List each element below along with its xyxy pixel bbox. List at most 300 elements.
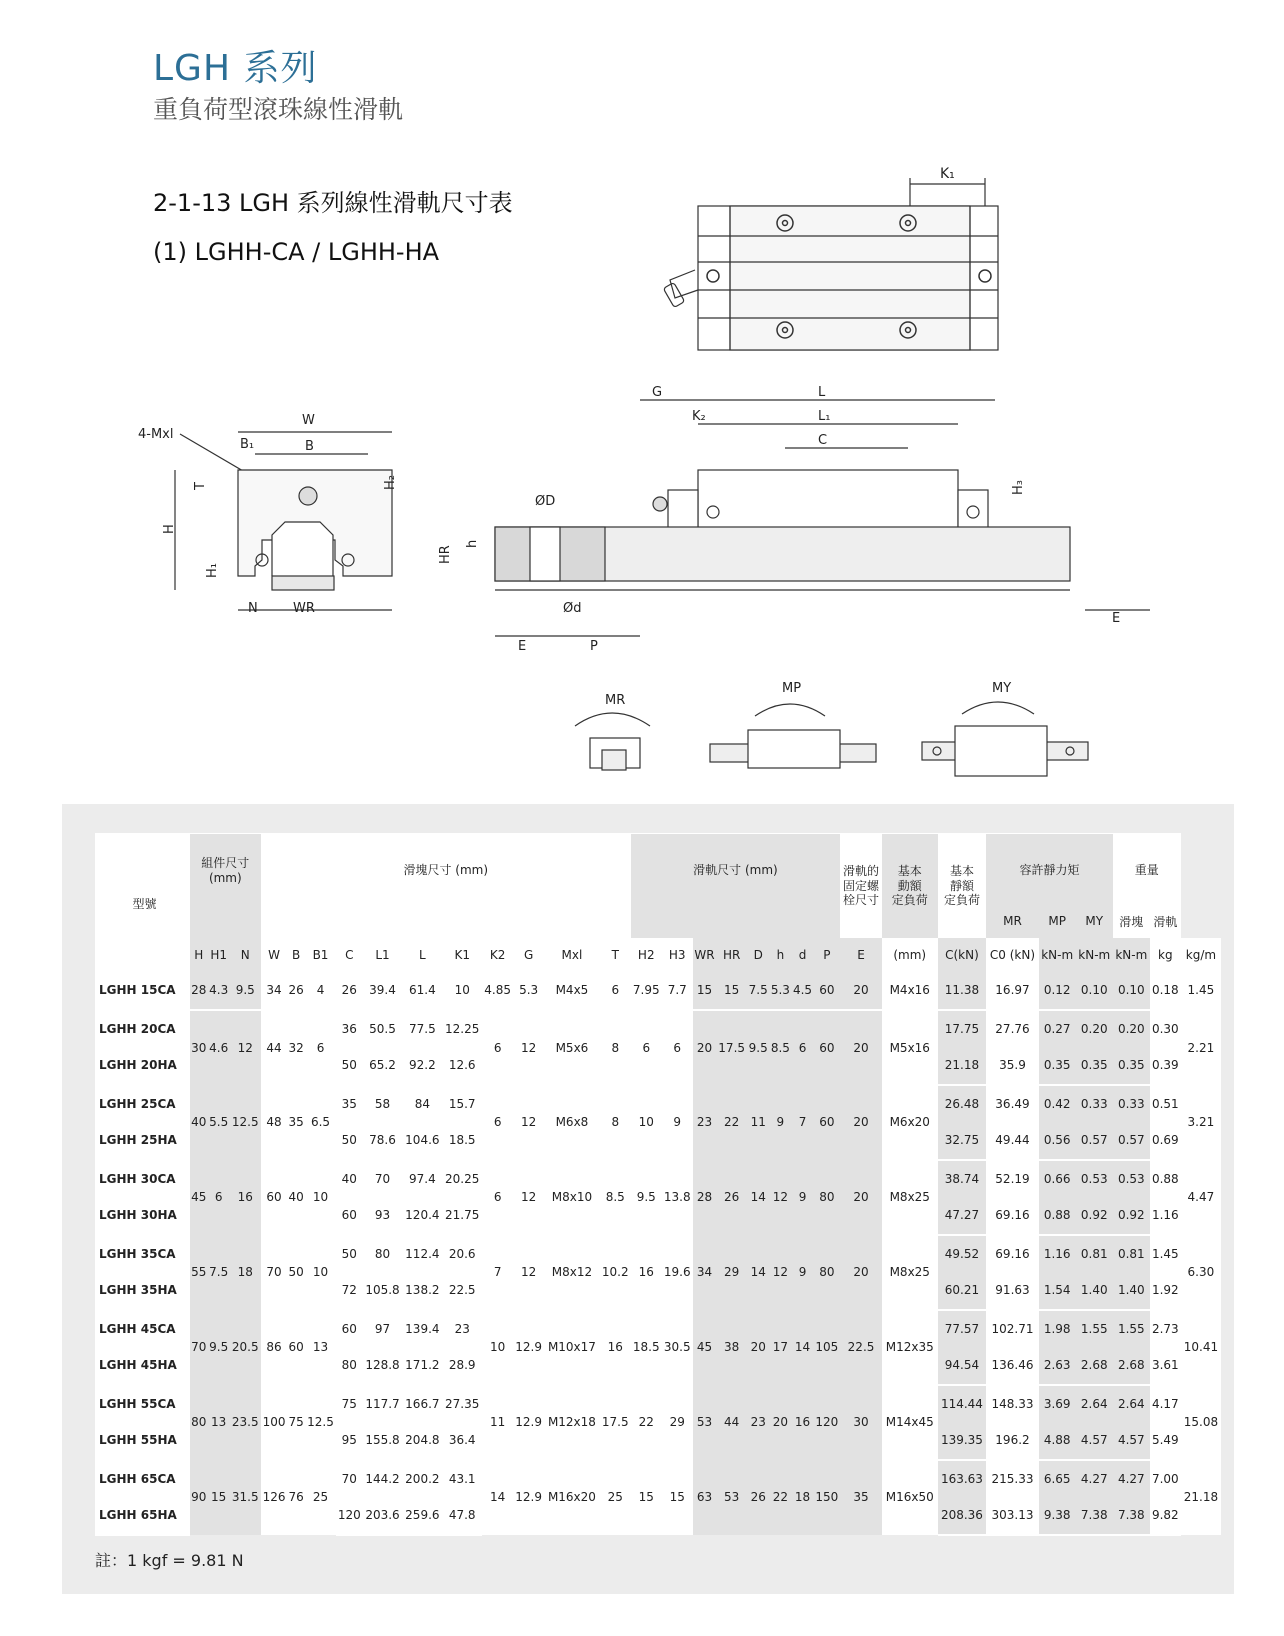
table-cell: M16x20	[544, 1460, 600, 1535]
table-cell: 80	[336, 1347, 363, 1385]
table-cell: 0.92	[1076, 1197, 1113, 1235]
table-cell: 102.71	[986, 1310, 1038, 1348]
table-cell: 18.5	[442, 1122, 482, 1160]
table-cell: 303.13	[986, 1497, 1038, 1535]
table-cell: 84	[402, 1085, 442, 1123]
spec-table	[95, 833, 1221, 1536]
table-cell: 23.5	[230, 1385, 261, 1460]
table-cell: 3.21	[1181, 1085, 1221, 1160]
table-cell: 25	[305, 1460, 336, 1535]
label-k2: K₂	[692, 409, 706, 424]
table-cell: 15.08	[1181, 1385, 1221, 1460]
table-cell: 1.55	[1113, 1310, 1150, 1348]
table-cell: 148.33	[986, 1385, 1038, 1423]
col-header: K1	[442, 938, 482, 972]
table-cell: 166.7	[402, 1385, 442, 1423]
table-cell: 60	[814, 1085, 841, 1160]
table-cell: 12.25	[442, 1010, 482, 1048]
table-cell: 11	[482, 1385, 513, 1460]
table-cell: 2.63	[1039, 1347, 1076, 1385]
table-cell: 28	[190, 972, 208, 1010]
table-cell: 32.75	[938, 1122, 987, 1160]
technical-drawings	[0, 0, 1284, 790]
table-cell: 58	[363, 1085, 403, 1123]
col-header: P	[814, 938, 841, 972]
label-h1: H₁	[205, 563, 220, 578]
table-cell: 171.2	[402, 1347, 442, 1385]
table-cell: 20	[840, 1085, 882, 1160]
table-cell: 10	[442, 972, 482, 1010]
table-cell: 2.21	[1181, 1010, 1221, 1085]
table-cell: 60.21	[938, 1272, 987, 1310]
table-cell: 43.1	[442, 1460, 482, 1498]
col-header: D	[747, 938, 769, 972]
table-cell: 105	[814, 1310, 841, 1385]
table-cell: 204.8	[402, 1422, 442, 1460]
table-cell: 20	[769, 1385, 791, 1460]
table-cell: 15	[716, 972, 747, 1010]
table-cell: 29	[716, 1235, 747, 1310]
table-cell: 0.10	[1076, 972, 1113, 1010]
table-cell: 6	[600, 972, 631, 1010]
table-cell: 13	[208, 1385, 230, 1460]
label-k1: K₁	[940, 166, 955, 182]
table-cell: 86	[261, 1310, 288, 1385]
table-cell: 95	[336, 1422, 363, 1460]
table-cell: 12	[513, 1085, 544, 1160]
table-cell: 20.5	[230, 1310, 261, 1385]
col-header: WR	[693, 938, 716, 972]
table-cell: 4.27	[1113, 1460, 1150, 1498]
col-header: H2	[631, 938, 662, 972]
table-cell: 44	[716, 1385, 747, 1460]
table-cell: 80	[190, 1385, 208, 1460]
label-g: G	[652, 385, 663, 400]
section-title: 2-1-13 LGH 系列線性滑軌尺寸表	[153, 189, 513, 217]
table-cell: M12x18	[544, 1385, 600, 1460]
table-cell: 20.25	[442, 1160, 482, 1198]
label-wr: WR	[293, 601, 315, 616]
table-row	[95, 1010, 1221, 1048]
table-cell: 12.9	[513, 1385, 544, 1460]
table-cell: 7.5	[747, 972, 769, 1010]
table-cell: 34	[261, 972, 288, 1010]
column-header-row	[95, 938, 1221, 972]
table-cell: 8	[600, 1085, 631, 1160]
table-cell: 10.41	[1181, 1310, 1221, 1385]
table-cell: 32	[287, 1010, 305, 1085]
table-cell: 0.57	[1113, 1122, 1150, 1160]
table-cell: 138.2	[402, 1272, 442, 1310]
label-h3: H₃	[1011, 480, 1026, 495]
model-cell: LGHH 15CA	[95, 972, 190, 1010]
table-cell: M14x45	[882, 1385, 938, 1460]
sub-rail-weight: 滑軌	[1153, 914, 1178, 929]
table-cell: 12.5	[305, 1385, 336, 1460]
sub-block-weight: 滑塊	[1119, 914, 1144, 929]
label-h-small: h	[465, 539, 480, 548]
model-cell: LGHH 65HA	[95, 1497, 190, 1535]
table-cell: 1.55	[1076, 1310, 1113, 1348]
table-cell: M6x20	[882, 1085, 938, 1160]
table-cell: 70	[261, 1235, 288, 1310]
table-cell: 100	[261, 1385, 288, 1460]
model-cell: LGHH 25HA	[95, 1122, 190, 1160]
table-cell: 126	[261, 1460, 288, 1535]
table-cell: 120.4	[402, 1197, 442, 1235]
table-cell: 12	[769, 1235, 791, 1310]
model-cell: LGHH 30CA	[95, 1160, 190, 1198]
table-cell: 25	[600, 1460, 631, 1535]
col-header: kN-m	[1113, 938, 1150, 972]
table-cell: 22.5	[840, 1310, 882, 1385]
table-cell: 0.12	[1039, 972, 1076, 1010]
table-cell: 120	[814, 1385, 841, 1460]
grp-bolt-header	[840, 834, 882, 939]
spec-table-body	[95, 972, 1221, 1535]
label-l: L	[818, 385, 826, 400]
table-cell: 21.18	[1181, 1460, 1221, 1535]
table-cell: 6	[662, 1010, 693, 1085]
table-cell: 40	[287, 1160, 305, 1235]
label-phi-d-small: Ød	[563, 601, 582, 616]
table-cell: 2.64	[1076, 1385, 1113, 1423]
subsection-title: (1) LGHH-CA / LGHH-HA	[153, 238, 440, 266]
table-cell: 20	[840, 1160, 882, 1235]
table-cell: 60	[336, 1310, 363, 1348]
grp-static-header	[938, 834, 987, 939]
table-cell: 0.39	[1150, 1047, 1181, 1085]
table-cell: 11.38	[938, 972, 987, 1010]
col-header: kN-m	[1076, 938, 1113, 972]
table-cell: 0.81	[1113, 1235, 1150, 1273]
table-cell: 0.20	[1113, 1010, 1150, 1048]
table-cell: 9.38	[1039, 1497, 1076, 1535]
table-cell: 1.98	[1039, 1310, 1076, 1348]
table-cell: 11	[747, 1085, 769, 1160]
table-cell: M12x35	[882, 1310, 938, 1385]
top-view-drawing	[663, 166, 998, 350]
model-cell: LGHH 35CA	[95, 1235, 190, 1273]
front-view-drawing	[138, 413, 398, 616]
table-cell: 20	[747, 1310, 769, 1385]
model-cell: LGHH 45HA	[95, 1347, 190, 1385]
table-cell: 10	[305, 1160, 336, 1235]
table-cell: 18	[230, 1235, 261, 1310]
table-cell: 30	[190, 1010, 208, 1085]
table-cell: 80	[814, 1160, 841, 1235]
table-cell: 12	[513, 1235, 544, 1310]
table-cell: 78.6	[363, 1122, 403, 1160]
table-cell: M4x16	[882, 972, 938, 1010]
label-phi-d-big: ØD	[535, 494, 556, 509]
table-cell: 70	[336, 1460, 363, 1498]
table-cell: 18.5	[631, 1310, 662, 1385]
table-cell: 34	[693, 1235, 716, 1310]
table-cell: 91.63	[986, 1272, 1038, 1310]
table-cell: 2.68	[1113, 1347, 1150, 1385]
table-cell: 21.18	[938, 1047, 987, 1085]
table-cell: 94.54	[938, 1347, 987, 1385]
table-cell: 9	[791, 1235, 813, 1310]
table-cell: 7.95	[631, 972, 662, 1010]
col-header: T	[600, 938, 631, 972]
table-cell: 139.35	[938, 1422, 987, 1460]
label-h2: H₂	[383, 475, 398, 490]
table-cell: 27.76	[986, 1010, 1038, 1048]
side-view-drawing	[438, 385, 1150, 654]
grp-moment-header	[986, 834, 1112, 905]
table-cell: 9.82	[1150, 1497, 1181, 1535]
table-cell: 16	[791, 1385, 813, 1460]
table-cell: 18	[791, 1460, 813, 1535]
table-cell: 19.6	[662, 1235, 693, 1310]
table-cell: 144.2	[363, 1460, 403, 1498]
table-cell: 0.18	[1150, 972, 1181, 1010]
table-cell: 75	[336, 1385, 363, 1423]
table-cell: 22	[631, 1385, 662, 1460]
table-cell: 14	[482, 1460, 513, 1535]
table-cell: 20	[693, 1010, 716, 1085]
table-cell: 8	[600, 1010, 631, 1085]
table-cell: M5x6	[544, 1010, 600, 1085]
table-cell: 47.8	[442, 1497, 482, 1535]
table-cell: 36.49	[986, 1085, 1038, 1123]
grp-rail-label: 滑軌尺寸 (mm)	[693, 862, 778, 877]
col-header: E	[840, 938, 882, 972]
table-cell: 1.54	[1039, 1272, 1076, 1310]
table-cell: 35	[336, 1085, 363, 1123]
table-row	[95, 1385, 1221, 1423]
table-cell: 22	[716, 1085, 747, 1160]
col-header: kN-m	[1039, 938, 1076, 972]
table-cell: 1.92	[1150, 1272, 1181, 1310]
label-p: P	[590, 639, 598, 654]
table-cell: 69.16	[986, 1197, 1038, 1235]
label-h: H	[162, 524, 177, 534]
table-cell: M10x17	[544, 1310, 600, 1385]
model-cell: LGHH 45CA	[95, 1310, 190, 1348]
table-row	[95, 1085, 1221, 1123]
col-header: K2	[482, 938, 513, 972]
table-cell: 12	[513, 1160, 544, 1235]
table-cell: 1.45	[1150, 1235, 1181, 1273]
table-cell: 20	[840, 1235, 882, 1310]
table-cell: 5.49	[1150, 1422, 1181, 1460]
col-header: kg	[1150, 938, 1181, 972]
table-cell: 12	[769, 1160, 791, 1235]
table-cell: 6	[482, 1085, 513, 1160]
table-cell: 17.75	[938, 1010, 987, 1048]
table-cell: 75	[287, 1385, 305, 1460]
table-cell: 259.6	[402, 1497, 442, 1535]
table-cell: 20.6	[442, 1235, 482, 1273]
table-cell: 39.4	[363, 972, 403, 1010]
model-cell: LGHH 55HA	[95, 1422, 190, 1460]
table-cell: 70	[363, 1160, 403, 1198]
table-cell: 2.73	[1150, 1310, 1181, 1348]
table-cell: M8x12	[544, 1235, 600, 1310]
table-cell: 6	[791, 1010, 813, 1085]
table-cell: 90	[190, 1460, 208, 1535]
table-cell: 4.57	[1076, 1422, 1113, 1460]
table-cell: 3.61	[1150, 1347, 1181, 1385]
table-cell: 8.5	[769, 1010, 791, 1085]
table-cell: 5.3	[513, 972, 544, 1010]
table-cell: 23	[747, 1385, 769, 1460]
table-cell: 45	[190, 1160, 208, 1235]
table-cell: 26	[716, 1160, 747, 1235]
col-header: HR	[716, 938, 747, 972]
table-cell: 93	[363, 1197, 403, 1235]
table-cell: 70	[190, 1310, 208, 1385]
table-cell: M6x8	[544, 1085, 600, 1160]
grp-bolt-label: 滑軌的 固定螺 栓尺寸	[843, 864, 880, 908]
table-cell: 0.35	[1113, 1047, 1150, 1085]
series-subtitle: 重負荷型滾珠線性滑軌	[153, 95, 404, 124]
table-cell: 30.5	[662, 1310, 693, 1385]
table-cell: 50	[287, 1235, 305, 1310]
table-cell: 0.27	[1039, 1010, 1076, 1048]
table-cell: 0.69	[1150, 1122, 1181, 1160]
col-header: G	[513, 938, 544, 972]
label-w: W	[302, 413, 315, 428]
table-cell: 80	[814, 1235, 841, 1310]
table-cell: 16	[631, 1235, 662, 1310]
col-header: C	[336, 938, 363, 972]
label-hr: HR	[438, 545, 453, 564]
table-cell: 28	[693, 1160, 716, 1235]
col-header: Mxl	[544, 938, 600, 972]
table-cell: 55	[190, 1235, 208, 1310]
table-cell: 215.33	[986, 1460, 1038, 1498]
table-cell: 7	[791, 1085, 813, 1160]
table-cell: 26.48	[938, 1085, 987, 1123]
label-e-right: E	[1112, 611, 1121, 626]
grp-block-header	[261, 834, 631, 905]
table-cell: 97	[363, 1310, 403, 1348]
table-cell: 6	[208, 1160, 230, 1235]
table-cell: M16x50	[882, 1460, 938, 1535]
table-row	[95, 1160, 1221, 1198]
grp-assembly-header	[190, 834, 261, 905]
table-cell: 36.4	[442, 1422, 482, 1460]
table-cell: 17.5	[600, 1385, 631, 1460]
label-mxl: 4-Mxl	[138, 427, 174, 442]
table-cell: 0.42	[1039, 1085, 1076, 1123]
table-cell: 15.7	[442, 1085, 482, 1123]
table-cell: 6	[482, 1010, 513, 1085]
label-b: B	[305, 439, 314, 454]
table-cell: 1.16	[1039, 1235, 1076, 1273]
table-cell: 27.35	[442, 1385, 482, 1423]
table-cell: 4.57	[1113, 1422, 1150, 1460]
table-cell: 26	[336, 972, 363, 1010]
table-cell: 10.2	[600, 1235, 631, 1310]
grp-weight-header	[1113, 834, 1181, 905]
col-header: h	[769, 938, 791, 972]
table-cell: 80	[363, 1235, 403, 1273]
table-cell: 7.38	[1076, 1497, 1113, 1535]
moment-diagrams	[575, 681, 1088, 776]
sub-mp: MP	[1048, 914, 1066, 928]
table-cell: 53	[693, 1385, 716, 1460]
table-cell: 13	[305, 1310, 336, 1385]
table-cell: 63	[693, 1460, 716, 1535]
table-cell: 26	[287, 972, 305, 1010]
table-cell: 163.63	[938, 1460, 987, 1498]
table-cell: 61.4	[402, 972, 442, 1010]
col-model-header	[95, 834, 190, 973]
col-header: B1	[305, 938, 336, 972]
table-cell: 26	[747, 1460, 769, 1535]
col-header: L1	[363, 938, 403, 972]
table-cell: 12.9	[513, 1460, 544, 1535]
label-l1: L₁	[818, 409, 831, 424]
table-cell: 0.10	[1113, 972, 1150, 1010]
table-cell: 69.16	[986, 1235, 1038, 1273]
table-cell: 105.8	[363, 1272, 403, 1310]
table-cell: 4.5	[791, 972, 813, 1010]
col-header: N	[230, 938, 261, 972]
table-cell: 77.5	[402, 1010, 442, 1048]
col-header: B	[287, 938, 305, 972]
table-cell: 60	[287, 1310, 305, 1385]
grp-block-label: 滑塊尺寸 (mm)	[403, 862, 489, 877]
table-cell: 14	[747, 1235, 769, 1310]
col-header: H	[190, 938, 208, 972]
table-cell: 0.92	[1113, 1197, 1150, 1235]
model-cell: LGHH 65CA	[95, 1460, 190, 1498]
table-cell: 40	[336, 1160, 363, 1198]
table-row	[95, 1310, 1221, 1348]
label-e: E	[518, 639, 527, 654]
col-header: kg/m	[1181, 938, 1221, 972]
table-cell: 4.17	[1150, 1385, 1181, 1423]
table-cell: 0.53	[1076, 1160, 1113, 1198]
label-my: MY	[992, 681, 1012, 696]
table-cell: 21.75	[442, 1197, 482, 1235]
table-cell: 4.27	[1076, 1460, 1113, 1498]
table-cell: 120	[336, 1497, 363, 1535]
footnote: 註：1 kgf = 9.81 N	[95, 1551, 244, 1570]
table-cell: 35	[287, 1085, 305, 1160]
table-cell: 97.4	[402, 1160, 442, 1198]
table-cell: 29	[662, 1385, 693, 1460]
table-cell: 65.2	[363, 1047, 403, 1085]
table-cell: 4.85	[482, 972, 513, 1010]
model-cell: LGHH 20HA	[95, 1047, 190, 1085]
table-cell: M5x16	[882, 1010, 938, 1085]
table-cell: 53	[716, 1460, 747, 1535]
table-cell: M8x25	[882, 1160, 938, 1235]
table-cell: 12.6	[442, 1047, 482, 1085]
table-cell: 45	[693, 1310, 716, 1385]
table-cell: 38.74	[938, 1160, 987, 1198]
table-cell: 60	[814, 1010, 841, 1085]
table-cell: 196.2	[986, 1422, 1038, 1460]
table-cell: 72	[336, 1272, 363, 1310]
col-header: C0 (kN)	[986, 938, 1038, 972]
grp-dynamic-header	[882, 834, 938, 939]
table-cell: 48	[261, 1085, 288, 1160]
table-cell: 12.9	[513, 1310, 544, 1385]
grp-rail-header	[631, 834, 840, 905]
label-mp: MP	[782, 681, 802, 696]
col-header: L	[402, 938, 442, 972]
table-cell: 114.44	[938, 1385, 987, 1423]
col-header: H3	[662, 938, 693, 972]
